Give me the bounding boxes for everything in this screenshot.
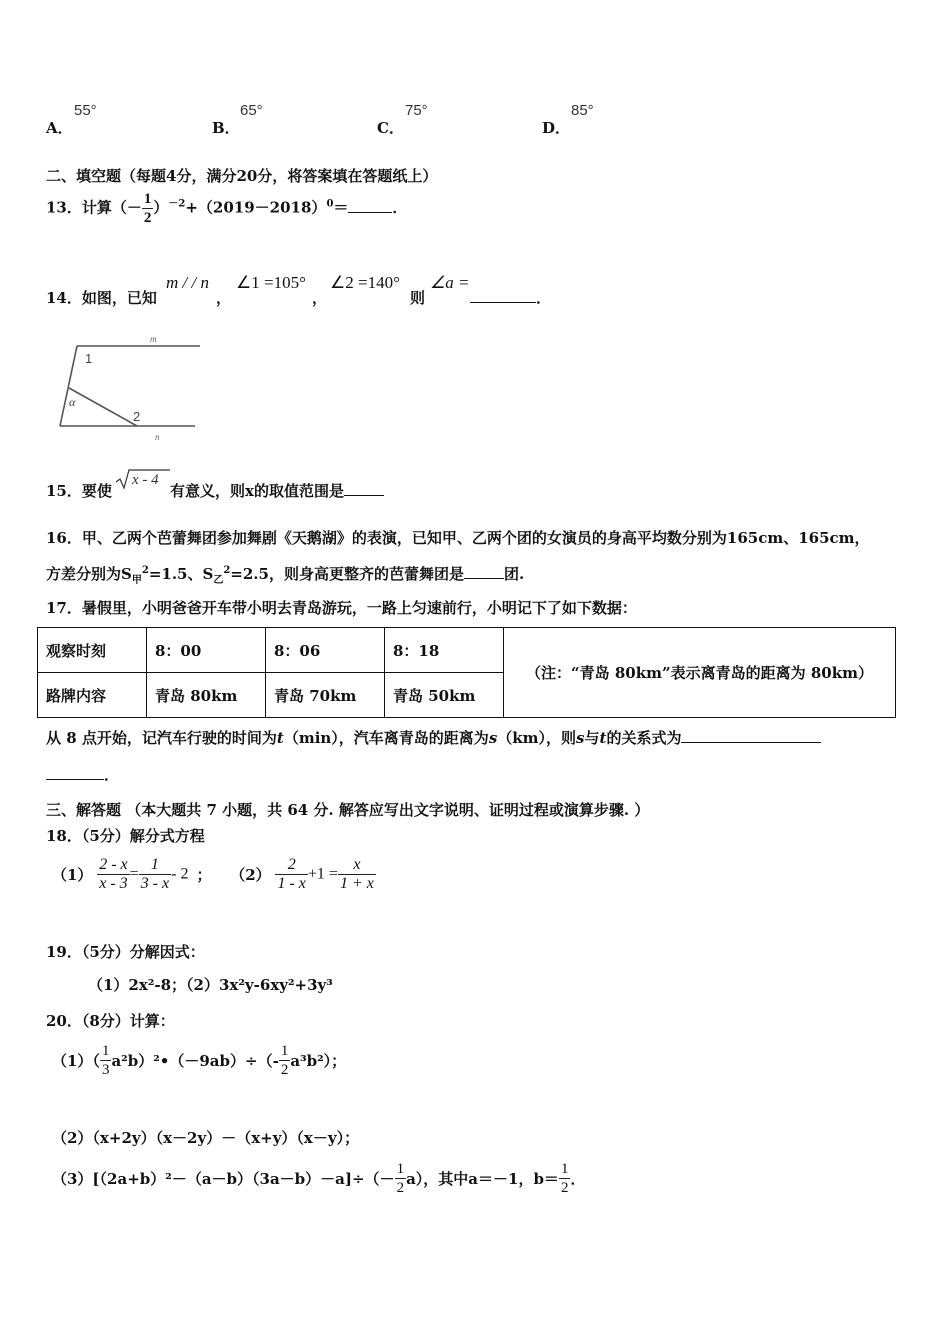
q14-answer-row [470, 287, 551, 308]
q18-p2: （2） [230, 866, 271, 884]
q13-num: 1 [143, 191, 152, 207]
table-cell: 8：00 [147, 628, 266, 673]
table-note-cell: （注：“青岛 80km”表示离青岛的距离为 80km） [504, 628, 896, 718]
q20-p3num: 1 [396, 1161, 405, 1177]
q20-p3a: （3）[（2a+b）²－（a－b）（3a－b）－a]÷（－ [52, 1170, 395, 1188]
q20-p3num2: 1 [560, 1161, 569, 1177]
q19-title: 19．（5分）分解因式： [46, 943, 205, 961]
q14-end: ． [536, 289, 552, 307]
q16-answer-blank[interactable] [464, 564, 504, 579]
q14-sep1: ， [216, 289, 232, 307]
q17-after2: （min），汽车离青岛的距离为 [283, 729, 489, 747]
q17-end: ． [104, 766, 120, 784]
q18-frac2 [139, 856, 171, 893]
q17-intro: 17．暑假里，小明爸爸开车带小明去青岛游玩，一路上匀速前行，小明记下了如下数据： [46, 599, 637, 617]
q16-l2a: 方差分别为S [46, 565, 132, 583]
q13-answer-blank[interactable] [348, 198, 392, 213]
q20-p1num2: 1 [280, 1043, 289, 1059]
label-angle-1: 1 [85, 351, 93, 366]
q18-tail1: - 2 [171, 865, 189, 883]
q18-f4num: x [338, 856, 376, 875]
q17-t2: t [599, 729, 607, 747]
q14-answer-blank[interactable] [470, 288, 536, 303]
section2-title: 二、填空题（每题4分，满分20分，将答案填在答题纸上） [46, 167, 438, 185]
q20-p3c: ． [570, 1170, 586, 1188]
q15-radicand: x - 4 [132, 472, 159, 488]
q20-part2: （2）（x+2y）（x－2y）－（x+y）（x－y）； [52, 1129, 360, 1147]
q17-answer-blank[interactable] [681, 728, 821, 743]
table-cell: 8：18 [385, 628, 504, 673]
q13-end: ． [392, 198, 408, 217]
q18-f1num: 2 - x [99, 856, 128, 873]
q15-radical [114, 467, 172, 491]
option-c-letter: C． [377, 119, 404, 137]
q20-p3den2: 2 [560, 1180, 569, 1196]
q17-s: s [488, 729, 498, 747]
q14-sep2: ， [312, 289, 328, 307]
q16-line1: 16．甲、乙两个芭蕾舞团参加舞剧《天鹅湖》的表演，已知甲、乙两个团的女演员的身高平均数分别为165cm、165cm， [46, 529, 870, 547]
table-row [38, 628, 896, 673]
q18-f3num: 2 [275, 856, 307, 875]
option-d-value: 85° [571, 102, 594, 119]
q17-t: t [276, 729, 284, 747]
transversal-diagonal [69, 388, 137, 426]
q18-equations [52, 856, 376, 893]
q14-target: ∠a = [430, 273, 470, 292]
q19-body: （1）2x²-8；（2）3x²y-6xy²+3y³ [88, 976, 333, 994]
q13-den: 2 [143, 210, 152, 226]
q14-cond2: ∠1 =105° [236, 273, 306, 292]
q18-f1den: x - 3 [99, 875, 128, 892]
q16-sub1: 甲 [131, 575, 142, 586]
q18-plus1: +1 = [307, 865, 338, 883]
q17-answer-cont [46, 764, 119, 785]
q17-after5: 的关系式为 [606, 729, 682, 747]
option-b-value: 65° [240, 102, 263, 119]
q20-p1a: （1）（ [52, 1052, 100, 1070]
q17-after3: （km），则 [497, 729, 577, 747]
q18-f2den: 3 - x [140, 875, 170, 892]
label-n: n [155, 432, 160, 442]
q20-p1num: 1 [101, 1043, 110, 1059]
q15-suffix: 有意义，则x的取值范围是 [170, 482, 344, 500]
q14-cond3: ∠2 =140° [330, 273, 400, 292]
q13-eq: ＝ [333, 198, 349, 217]
q16-l2c: =2.5，则身高更整齐的芭蕾舞团是 [230, 565, 464, 583]
label-angle-alpha: α [69, 395, 76, 409]
q20-title: 20．（8分）计算： [46, 1012, 175, 1030]
q16-sub2: 乙 [213, 575, 224, 586]
q20-frac1 [100, 1042, 112, 1079]
question-13 [46, 190, 407, 227]
q20-p1c: a³b²）； [290, 1052, 347, 1070]
q15-prefix: 15．要使 [46, 482, 112, 500]
q18-eq1: = [129, 865, 139, 883]
q20-p1den: 3 [101, 1062, 110, 1078]
label-m: m [150, 334, 157, 344]
section3-title: 三、解答题 （本大题共 7 小题，共 64 分. 解答应写出文字说明、证明过程或演算步骤. ） [46, 801, 650, 819]
option-a-letter: A． [46, 119, 73, 137]
q20-frac3 [395, 1160, 407, 1197]
option-c-value: 75° [405, 102, 428, 119]
q18-frac4 [338, 856, 376, 893]
q17-s2: s [576, 729, 585, 747]
q15-suffix-row [170, 480, 384, 501]
table-cell: 青岛 70km [266, 673, 385, 718]
q13-exp: －2 [168, 198, 186, 210]
q18-frac1 [97, 856, 129, 893]
q20-part1 [52, 1042, 346, 1079]
table-cell: 青岛 80km [147, 673, 266, 718]
table-cell: 路牌内容 [38, 673, 147, 718]
option-d-letter: D． [542, 119, 571, 137]
q17-table [37, 627, 896, 718]
q15-answer-blank[interactable] [344, 481, 384, 496]
label-angle-2: 2 [133, 409, 141, 424]
q20-part3 [52, 1160, 585, 1197]
q20-frac2 [279, 1042, 291, 1079]
table-cell: 观察时刻 [38, 628, 147, 673]
q17-after-text: 从 8 点开始，记汽车行驶的时间为 [46, 729, 277, 747]
option-b-letter: B． [212, 119, 240, 137]
table-cell: 青岛 50km [385, 673, 504, 718]
q18-frac3 [275, 856, 307, 893]
q16-l2b: =1.5、S [148, 565, 214, 583]
transversal-left [60, 346, 77, 426]
q20-p1b: a²b）²•（－9ab）÷（- [111, 1052, 279, 1070]
q16-line2: 方差分别为$S_甲^2=1.5$、$S_乙^2=2.5$，则身高更整齐的芭蕾舞团是 团. [46, 565, 525, 586]
q20-p1den2: 2 [280, 1062, 289, 1078]
option-a-value: 55° [74, 102, 97, 119]
q13-rest: +（2019－2018） [185, 198, 327, 217]
q18-f2num: 1 [139, 856, 171, 875]
q17-answer-blank-2[interactable] [46, 765, 104, 780]
q17-after [46, 727, 821, 748]
q20-p3b: a），其中a＝－1，b＝ [406, 1170, 559, 1188]
q18-f4den: 1 + x [339, 875, 374, 892]
q20-p3den: 2 [396, 1180, 405, 1196]
q18-p1: （1） [52, 866, 93, 884]
q14-then: 则 [410, 289, 426, 307]
q16-l2d: 团. [503, 565, 525, 583]
q13-prefix: 13．计算（－ [46, 198, 142, 217]
q17-after4: 与 [584, 729, 600, 747]
q14-figure [55, 330, 205, 445]
q13-suffix: ） [153, 198, 169, 217]
q20-frac4 [559, 1160, 571, 1197]
q18-title: 18．（5分）解分式方程 [46, 827, 205, 845]
table-cell: 8：06 [266, 628, 385, 673]
q18-f3den: 1 - x [277, 875, 306, 892]
q14-cond1: m / / n [166, 273, 209, 292]
q14-prefix: 14．如图，已知 [46, 289, 157, 307]
q13-fraction [142, 190, 154, 227]
q18-semi: ； [196, 866, 212, 884]
q13-exp0: 0 [326, 198, 334, 210]
